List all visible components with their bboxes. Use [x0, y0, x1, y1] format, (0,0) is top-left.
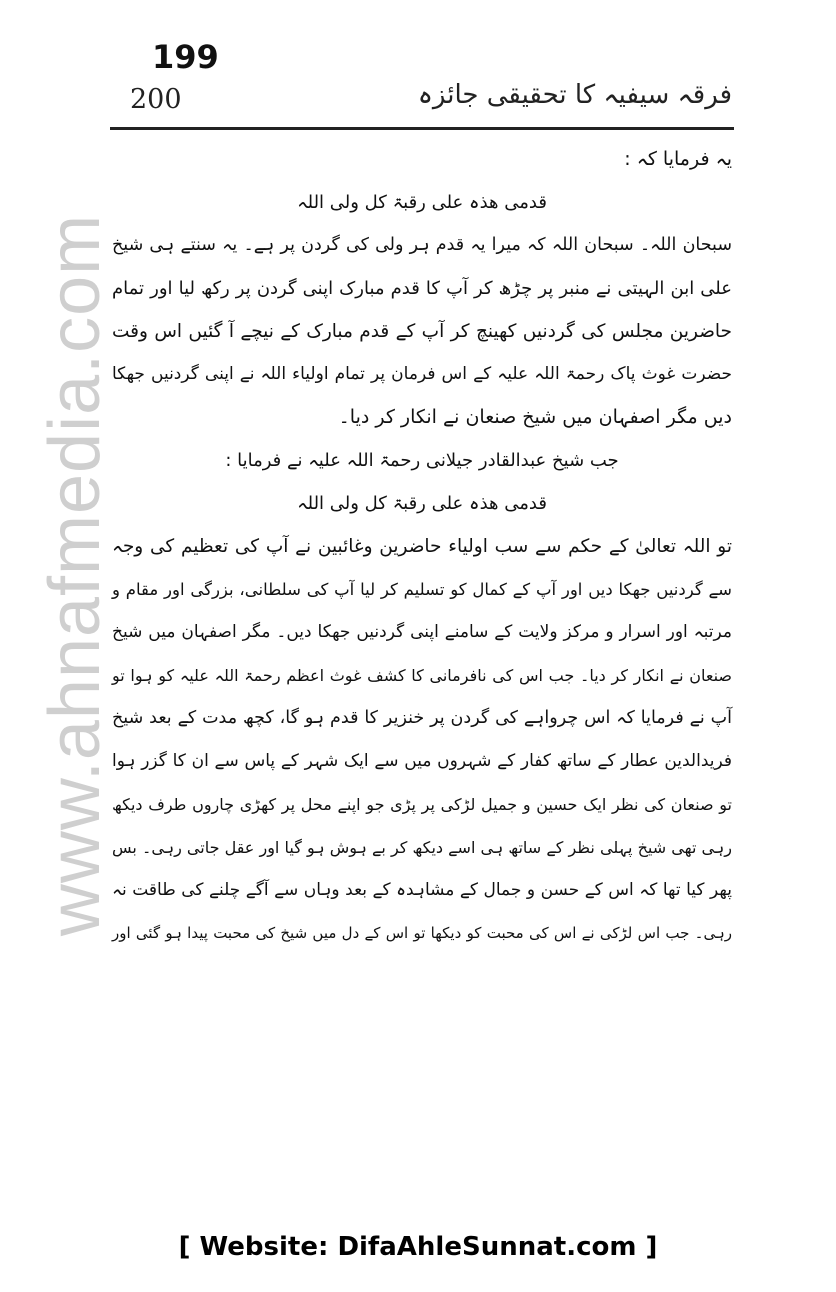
arabic-quote: قدمی ھذہ علی رقبۃ کل ولی اللہ: [297, 493, 547, 514]
book-title: فرقہ سیفیہ کا تحقیقی جائزہ: [417, 80, 732, 110]
text-line: حضرت غوث پاک رحمۃ اللہ علیہ کے اس فرمان پر تمام اولیاء اللہ نے اپنی گردنیں جھکا: [112, 364, 732, 384]
text-line: تو اللہ تعالیٰ کے حکم سے سب اولیاء حاضرین وغائبین نے آپ کی تعظیم کی وجہ: [112, 536, 732, 557]
text-line: سے گردنیں جھکا دیں اور آپ کے کمال کو تسلیم کر لیا آپ کی سلطانی، بزرگی اور مقام و: [112, 580, 732, 599]
scan-page-number: 199: [152, 38, 219, 76]
subheading-line: جب شیخ عبدالقادر جیلانی رحمۃ اللہ علیہ نے فرمایا :: [225, 450, 619, 471]
website-footer: [ Website: DifaAhleSunnat.com ]: [178, 1232, 658, 1262]
watermark-text: www.ahnafmedia.com: [35, 213, 116, 937]
page-body: [112, 138, 732, 955]
text-line: حاضرین مجلس کی گردنیں کھینچ کر آپ کے قدم مبارک کے نیچے آ گئیں اس وقت: [112, 321, 732, 342]
text-line: رہی۔ جب اس لڑکی نے اس کی محبت کو دیکھا تو اس کے دل میں شیخ کی محبت پیدا ہو گئی اور: [112, 924, 732, 942]
header-rule: [110, 127, 734, 130]
text-line: رہی تھی شیخ پہلی نظر کے ساتھ ہی اسے دیکھ کر بے ہوش ہو گیا اور عقل جاتی رہی۔ بس: [112, 838, 732, 857]
page-header: [110, 80, 732, 126]
text-line: فریدالدین عطار کے ساتھ کفار کے شہروں میں سے ایک شہر کے پاس سے ان کا گزر ہوا: [112, 751, 732, 771]
text-line: دیں مگر اصفہان میں شیخ صنعان نے انکار کر دیا۔: [338, 406, 732, 428]
text-line: تو صنعان کی نظر ایک حسین و جمیل لڑکی پر پڑی جو اپنے محل پر کھڑی چاروں طرف دیکھ: [112, 795, 732, 814]
text-line: مرتبہ اور اسرار و مرکز ولایت کے سامنے اپنی گردنیں جھکا دیں۔ مگر اصفہان میں شیخ: [112, 622, 732, 642]
intro-line: یہ فرمایا کہ :: [624, 148, 732, 170]
text-line: آپ نے فرمایا کہ اس چرواہے کی گردن پر خنزیر کا قدم ہو گا، کچھ مدت کے بعد شیخ: [112, 708, 732, 728]
text-line: پھر کیا تھا کہ اس کے حسن و جمال کے مشاہدہ کے بعد وہاں سے آگے چلنے کی طاقت نہ: [112, 880, 732, 900]
text-line: سبحان اللہ۔ سبحان اللہ کہ میرا یہ قدم ہر ولی کی گردن پر ہے۔ یہ سنتے ہی شیخ: [112, 235, 732, 255]
text-line: صنعان نے انکار کر دیا۔ جب اس کی نافرمانی کا کشف غوث اعظم رحمۃ اللہ علیہ کو ہوا تو: [112, 666, 732, 685]
book-page-number: 200: [130, 84, 182, 115]
text-line: علی ابن الہیتی نے منبر پر چڑھ کر آپ کا قدم مبارک اپنی گردن پر رکھ لیا اور تمام: [112, 278, 732, 299]
arabic-quote: قدمی ھذہ علی رقبۃ کل ولی اللہ: [297, 192, 547, 213]
